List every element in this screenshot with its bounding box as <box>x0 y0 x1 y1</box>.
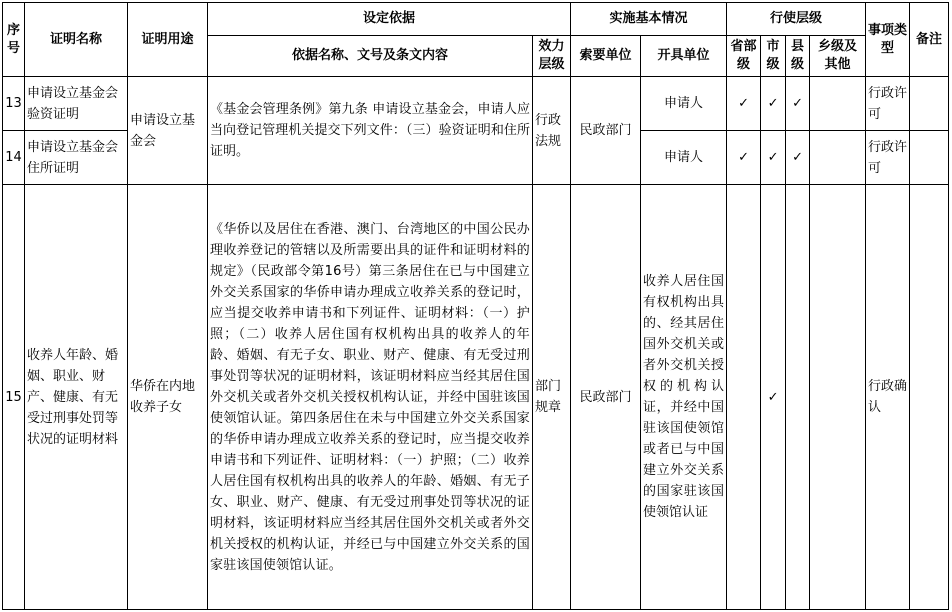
row-basis: 《基金会管理条例》第九条 申请设立基金会，申请人应当向登记管理机关提交下列文件：（三）验资证明和住所证明。 <box>208 77 533 185</box>
table-row <box>3 185 949 610</box>
header-city: 市级 <box>761 36 786 77</box>
row-effect-level: 行政法规 <box>533 77 571 185</box>
row-requesting-unit: 民政部门 <box>571 185 641 610</box>
header-issuing-unit: 开具单位 <box>641 36 727 77</box>
row-item-type: 行政确认 <box>866 185 910 610</box>
row-township <box>810 185 866 610</box>
header-province: 省部级 <box>727 36 761 77</box>
row-province <box>727 185 761 610</box>
header-basis-group: 设定依据 <box>208 3 571 36</box>
row-item-type: 行政许可 <box>866 77 910 131</box>
header-basis-content: 依据名称、文号及条文内容 <box>208 36 533 77</box>
row-remark <box>910 77 949 131</box>
row-issuing-unit: 申请人 <box>641 77 727 131</box>
row-effect-level: 部门规章 <box>533 185 571 610</box>
check-city-icon: ✓ <box>761 185 786 610</box>
header-county: 县级 <box>786 36 810 77</box>
header-remark: 备注 <box>910 3 949 77</box>
row-name: 收养人年龄、婚姻、职业、财产、健康、有无受过刑事处罚等状况的证明材料 <box>25 185 128 610</box>
row-county <box>786 185 810 610</box>
check-county-icon: ✓ <box>786 77 810 131</box>
header-impl-group: 实施基本情况 <box>571 3 727 36</box>
header-level-group: 行使层级 <box>727 3 866 36</box>
row-seq: 15 <box>3 185 25 610</box>
header-township: 乡级及其他 <box>810 36 866 77</box>
header-effect-level: 效力层级 <box>533 36 571 77</box>
table-row <box>3 77 949 131</box>
row-item-type: 行政许可 <box>866 131 910 185</box>
check-province-icon: ✓ <box>727 77 761 131</box>
check-city-icon: ✓ <box>761 77 786 131</box>
header-purpose: 证明用途 <box>128 3 208 77</box>
row-name: 申请设立基金会验资证明 <box>25 77 128 131</box>
header-item-type: 事项类型 <box>866 3 910 77</box>
header-seq: 序号 <box>3 3 25 77</box>
header-name: 证明名称 <box>25 3 128 77</box>
row-basis: 《华侨以及居住在香港、澳门、台湾地区的中国公民办理收养登记的管辖以及所需要出具的证件和证明材料的规定》（民政部令第16号）第三条居住在已与中国建立外交关系国家的华侨申请办理成立收养关系的登记时，应当提交收养申请书和下列证件、证明材料：（一）护照；（二）收养人居住国有权机构出具的收养人的年龄、婚姻、有无子女、职业、财产、健康、有无受过刑事处罚等状况的证明材料，该证明材料应当经其居住国外交机关或者外交机关授权机构认证，并经中国驻该国使领馆认证。第四条居住在未与中国建立外交关系国家的华侨申请办理成立收养关系的登记时，应当提交收养申请书和下列证件、证明材料：（一）护照；（二）收养人居住国有权机构出具的收养人的年龄、婚姻、有无子女、职业、财产、健康、有无受过刑事处罚等状况的证明材料，该证明材料应当经其居住国外交机关或者外交机关授权的机构认证，并经已与中国建立外交关系的国家驻该国使领馆认证。 <box>208 185 533 610</box>
row-issuing-unit: 收养人居住国有权机构出具的、经其居住国外交机关或者外交机关授权的机构认证，并经中国驻该国使领馆或者已与中国建立外交关系的国家驻该国使领馆认证 <box>641 185 727 610</box>
header-requesting-unit: 索要单位 <box>571 36 641 77</box>
row-purpose: 申请设立基金会 <box>128 77 208 185</box>
row-remark <box>910 185 949 610</box>
check-province-icon: ✓ <box>727 131 761 185</box>
row-issuing-unit: 申请人 <box>641 131 727 185</box>
row-purpose: 华侨在内地收养子女 <box>128 185 208 610</box>
row-requesting-unit: 民政部门 <box>571 77 641 185</box>
check-county-icon: ✓ <box>786 131 810 185</box>
row-seq: 13 <box>3 77 25 131</box>
row-township <box>810 131 866 185</box>
row-seq: 14 <box>3 131 25 185</box>
check-city-icon: ✓ <box>761 131 786 185</box>
row-township <box>810 77 866 131</box>
header-row-1 <box>3 3 949 36</box>
certificate-table <box>2 2 949 610</box>
row-remark <box>910 131 949 185</box>
row-name: 申请设立基金会住所证明 <box>25 131 128 185</box>
